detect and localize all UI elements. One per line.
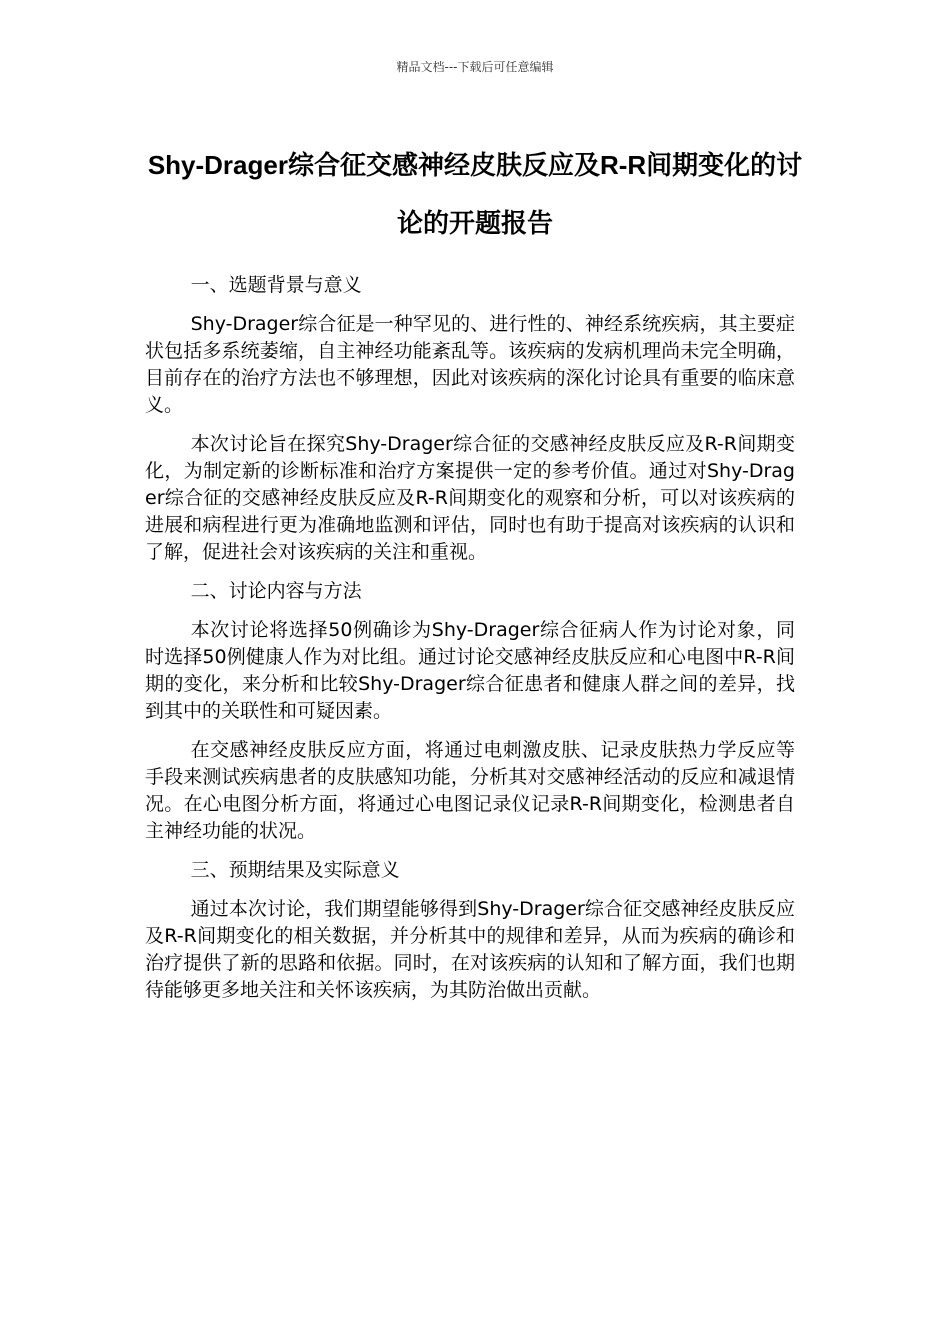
header-note: 精品文档---下载后可任意编辑 bbox=[396, 60, 554, 74]
section-heading: 二、讨论内容与方法 bbox=[190, 580, 362, 602]
section-heading: 三、预期结果及实际意义 bbox=[190, 859, 400, 881]
paragraph: 在交感神经皮肤反应方面，将通过电刺激皮肤、记录皮肤热力学反应等手段来测试疾病患者的皮肤感知功能，分析其对交感神经活动的反应和减退情况。在心电图分析方面，将通过心电图记录仪记录R-R间期变化，检测患者自主神经功能的状况。 bbox=[145, 739, 795, 842]
paragraph: 本次讨论旨在探究Shy-Drager综合征的交感神经皮肤反应及R-R间期变化，为制定新的诊断标准和治疗方案提供一定的参考价值。通过对Shy-Drager综合征的交感神经皮肤反应及R-R间期变化的观察和分析，可以对该疾病的进展和病程进行更为准确地监测和评估，同时也有助于提高对该疾病的认识和了解，促进社会对该疾病的关注和重视。 bbox=[145, 433, 795, 563]
section-heading: 一、选题背景与意义 bbox=[190, 274, 362, 296]
document-title: Shy-Drager综合征交感神经皮肤反应及R-R间期变化的讨论的开题报告 bbox=[147, 150, 803, 238]
paragraph: 本次讨论将选择50例确诊为Shy-Drager综合征病人作为讨论对象，同时选择50例健康人作为对比组。通过讨论交感神经皮肤反应和心电图中R-R间期的变化，来分析和比较Shy-Drager综合征患者和健康人群之间的差异，找到其中的关联性和可疑因素。 bbox=[145, 619, 795, 722]
paragraph: 通过本次讨论，我们期望能够得到Shy-Drager综合征交感神经皮肤反应及R-R间期变化的相关数据，并分析其中的规律和差异，从而为疾病的确诊和治疗提供了新的思路和依据。同时，在对该疾病的认知和了解方面，我们也期待能够更多地关注和关怀该疾病，为其防治做出贡献。 bbox=[145, 898, 795, 1001]
paragraph: Shy-Drager综合征是一种罕见的、进行性的、神经系统疾病，其主要症状包括多系统萎缩，自主神经功能紊乱等。该疾病的发病机理尚未完全明确，目前存在的治疗方法也不够理想，因此对该疾病的深化讨论具有重要的临床意义。 bbox=[145, 313, 795, 416]
document-body bbox=[145, 270, 795, 1016]
